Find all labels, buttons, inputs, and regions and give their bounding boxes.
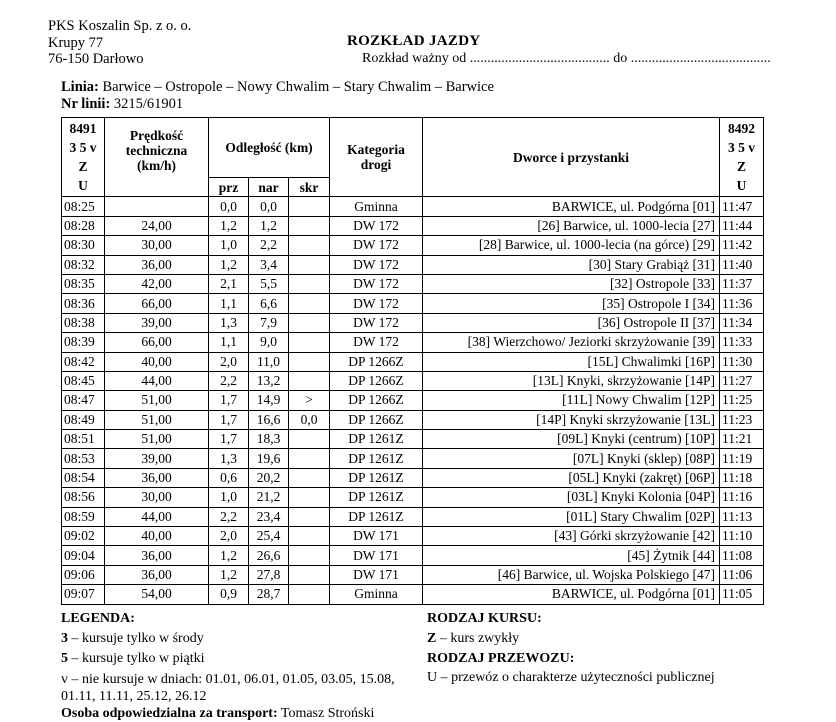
table-row [62,255,764,274]
skr-cell [289,371,330,390]
table-row [62,197,764,216]
nar-cell: 3,4 [249,255,289,274]
legend-v-note: v – nie kursuje w dniach: 01.01, 06.01, 01.05, 03.05, 15.08, 01.11, 11.11, 25.12, 26.12 [61,672,395,704]
speed-cell: 44,00 [105,507,209,526]
category-cell: DP 1266Z [330,410,423,429]
category-cell: DP 1261Z [330,468,423,487]
course-heading: RODZAJ KURSU: [427,611,542,626]
nar-cell: 9,0 [249,333,289,352]
nar-cell: 18,3 [249,430,289,449]
stops-header: Dworce i przystanki [423,118,720,197]
company-name: PKS Koszalin Sp. z o. o. [48,18,192,34]
prz-cell: 0,6 [209,468,249,487]
prz-cell: 0,0 [209,197,249,216]
nar-cell: 19,6 [249,449,289,468]
category-cell: DW 172 [330,294,423,313]
return-time: 11:42 [720,236,764,255]
skr-cell [289,294,330,313]
skr-cell: > [289,391,330,410]
departure-time: 08:49 [62,410,105,429]
table-row [62,333,764,352]
category-cell: DP 1266Z [330,391,423,410]
nar-cell: 0,0 [249,197,289,216]
skr-cell [289,527,330,546]
stop-cell: [28] Barwice, ul. 1000-lecia (na górce) [29] [423,236,720,255]
category-cell: DW 172 [330,333,423,352]
company-street: Krupy 77 [48,34,104,51]
distance-header: Odległość (km) [209,118,330,178]
prz-cell: 1,1 [209,294,249,313]
speed-cell: 66,00 [105,333,209,352]
skr-cell [289,352,330,371]
stop-cell: BARWICE, ul. Podgórna [01] [423,197,720,216]
skr-cell [289,197,330,216]
skr-cell [289,488,330,507]
company-block [48,18,191,68]
return-time: 11:44 [720,216,764,235]
nar-cell: 23,4 [249,507,289,526]
nar-cell: 13,2 [249,371,289,390]
table-row [62,410,764,429]
speed-cell: 36,00 [105,546,209,565]
prz-cell: 1,0 [209,488,249,507]
table-row [62,391,764,410]
line-info [61,79,494,113]
run-right-header [720,118,764,197]
nar-cell: 16,6 [249,410,289,429]
responsible-person [61,706,374,722]
category-cell: DP 1266Z [330,371,423,390]
run-left-header [62,118,105,197]
line-route-label: Linia: [61,79,99,95]
stop-cell: [46] Barwice, ul. Wojska Polskiego [47] [423,565,720,584]
run-right-number: 8492 [728,121,755,136]
departure-time: 08:32 [62,255,105,274]
speed-cell: 44,00 [105,371,209,390]
responsible-label: Osoba odpowiedzialna za transport: [61,706,278,721]
table-row [62,468,764,487]
table-row [62,507,764,526]
stop-cell: [45] Żytnik [44] [423,546,720,565]
departure-time: 08:30 [62,236,105,255]
speed-cell: 51,00 [105,391,209,410]
table-row [62,527,764,546]
table-row [62,585,764,604]
validity-line: Rozkład ważny od ........................................ do ........................................ [362,51,771,66]
speed-cell: 54,00 [105,585,209,604]
skr-cell [289,333,330,352]
category-cell: DW 171 [330,527,423,546]
return-time: 11:25 [720,391,764,410]
nar-cell: 6,6 [249,294,289,313]
line-route-row [61,79,494,96]
table-row [62,449,764,468]
table-row [62,430,764,449]
return-time: 11:06 [720,565,764,584]
prz-cell: 2,2 [209,371,249,390]
nar-cell: 21,2 [249,488,289,507]
stop-cell: [35] Ostropole I [34] [423,294,720,313]
prz-cell: 2,0 [209,527,249,546]
nar-cell: 14,9 [249,391,289,410]
speed-cell: 39,00 [105,449,209,468]
return-time: 11:33 [720,333,764,352]
category-cell: DW 172 [330,216,423,235]
prz-cell: 1,7 [209,410,249,429]
prz-cell: 1,2 [209,255,249,274]
category-cell: DW 171 [330,546,423,565]
skr-cell [289,546,330,565]
skr-cell [289,274,330,293]
stop-cell: [14P] Knyki skrzyżowanie [13L] [423,410,720,429]
nar-cell: 7,9 [249,313,289,332]
category-cell: Gminna [330,585,423,604]
category-cell: DW 172 [330,313,423,332]
nar-cell: 1,2 [249,216,289,235]
stop-cell: [07L] Knyki (sklep) [08P] [423,449,720,468]
return-time: 11:30 [720,352,764,371]
speed-cell: 36,00 [105,468,209,487]
stop-cell: BARWICE, ul. Podgórna [01] [423,585,720,604]
nar-cell: 11,0 [249,352,289,371]
line-number-label: Nr linii: [61,96,111,112]
return-time: 11:21 [720,430,764,449]
course-item: Z – kurs zwykły [427,631,520,646]
departure-time: 08:42 [62,352,105,371]
table-row [62,352,764,371]
stop-cell: [43] Górki skrzyżowanie [42] [423,527,720,546]
stop-cell: [11L] Nowy Chwalim [12P] [423,391,720,410]
legend-heading: LEGENDA: [61,611,135,626]
nar-cell: 25,4 [249,527,289,546]
company-city: 76-150 Darłowo [48,51,144,67]
run-left-number: 8491 [69,121,97,136]
run-left-days: 3 5 v [69,140,97,155]
return-time: 11:23 [720,410,764,429]
speed-cell: 36,00 [105,255,209,274]
skr-cell [289,313,330,332]
departure-time: 09:07 [62,585,105,604]
line-route: Barwice – Ostropole – Nowy Chwalim – Stary Chwalim – Barwice [102,79,494,95]
line-number-row [61,96,494,113]
speed-cell: 39,00 [105,313,209,332]
carrier-item: U – przewóz o charakterze użyteczności publicznej [427,670,715,685]
departure-time: 08:59 [62,507,105,526]
stop-cell: [26] Barwice, ul. 1000-lecia [27] [423,216,720,235]
line-number: 3215/61901 [113,96,184,112]
timetable [61,117,764,605]
stop-cell: [01L] Stary Chwalim [02P] [423,507,720,526]
speed-cell: 40,00 [105,352,209,371]
return-time: 11:36 [720,294,764,313]
prz-cell: 2,1 [209,274,249,293]
skr-cell [289,236,330,255]
return-time: 11:19 [720,449,764,468]
responsible-name: Tomasz Stroński [277,706,375,721]
nar-cell: 5,5 [249,274,289,293]
prz-cell: 1,1 [209,333,249,352]
prz-cell: 1,7 [209,430,249,449]
departure-time: 08:35 [62,274,105,293]
return-time: 11:27 [720,371,764,390]
departure-time: 08:39 [62,333,105,352]
stop-cell: [32] Ostropole [33] [423,274,720,293]
category-cell: DW 172 [330,255,423,274]
speed-cell: 36,00 [105,565,209,584]
prz-cell: 1,3 [209,313,249,332]
departure-time: 08:36 [62,294,105,313]
table-row [62,546,764,565]
departure-time: 09:02 [62,527,105,546]
return-time: 11:10 [720,527,764,546]
prz-cell: 1,3 [209,449,249,468]
return-time: 11:47 [720,197,764,216]
speed-cell [105,197,209,216]
speed-cell: 30,00 [105,236,209,255]
skr-cell [289,468,330,487]
stop-cell: [30] Stary Grabiąż [31] [423,255,720,274]
departure-time: 08:47 [62,391,105,410]
category-cell: Gminna [330,197,423,216]
return-time: 11:13 [720,507,764,526]
speed-cell: 51,00 [105,430,209,449]
departure-time: 08:56 [62,488,105,507]
return-time: 11:08 [720,546,764,565]
return-time: 11:34 [720,313,764,332]
skr-cell: 0,0 [289,410,330,429]
category-cell: DW 171 [330,565,423,584]
skr-cell [289,255,330,274]
prz-cell: 2,2 [209,507,249,526]
table-row [62,274,764,293]
speed-header: Prędkość techniczna (km/h) [105,118,209,197]
nar-cell: 2,2 [249,236,289,255]
return-time: 11:16 [720,488,764,507]
carrier-heading: RODZAJ PRZEWOZU: [427,651,575,666]
speed-cell: 40,00 [105,527,209,546]
departure-time: 08:25 [62,197,105,216]
skr-cell [289,565,330,584]
prz-cell: 1,0 [209,236,249,255]
document-title: ROZKŁAD JAZDY [347,33,481,49]
speed-cell: 24,00 [105,216,209,235]
departure-time: 08:28 [62,216,105,235]
run-left-carrier: U [78,178,88,193]
prz-cell: 1,7 [209,391,249,410]
table-row [62,216,764,235]
category-cell: DW 172 [330,274,423,293]
table-row [62,565,764,584]
stop-cell: [13L] Knyki, skrzyżowanie [14P] [423,371,720,390]
stop-cell: [36] Ostropole II [37] [423,313,720,332]
speed-cell: 51,00 [105,410,209,429]
prz-cell: 2,0 [209,352,249,371]
return-time: 11:05 [720,585,764,604]
category-header: Kategoria drogi [330,118,423,197]
nar-cell: 26,6 [249,546,289,565]
run-right-carrier: U [736,178,747,193]
skr-cell [289,585,330,604]
return-time: 11:37 [720,274,764,293]
departure-time: 09:06 [62,565,105,584]
category-cell: DP 1261Z [330,507,423,526]
legend [61,609,406,705]
table-row [62,294,764,313]
speed-cell: 66,00 [105,294,209,313]
return-time: 11:18 [720,468,764,487]
run-right-course: Z [736,159,746,174]
departure-time: 09:04 [62,546,105,565]
category-cell: DW 172 [330,236,423,255]
table-row [62,488,764,507]
category-cell: DP 1261Z [330,430,423,449]
category-cell: DP 1261Z [330,449,423,468]
prz-cell: 1,2 [209,565,249,584]
skr-cell [289,507,330,526]
timetable-body [62,197,764,604]
skr-header: skr [289,178,330,197]
table-row [62,313,764,332]
category-cell: DP 1266Z [330,352,423,371]
return-time: 11:40 [720,255,764,274]
legend-item-3: 3 – kursuje tylko w środy [61,631,204,646]
stop-cell: [09L] Knyki (centrum) [10P] [423,430,720,449]
departure-time: 08:53 [62,449,105,468]
speed-cell: 30,00 [105,488,209,507]
departure-time: 08:54 [62,468,105,487]
run-left-course: Z [78,159,88,174]
speed-cell: 42,00 [105,274,209,293]
run-right-days: 3 5 v [728,140,755,155]
departure-time: 08:51 [62,430,105,449]
departure-time: 08:45 [62,371,105,390]
stop-cell: [03L] Knyki Kolonia [04P] [423,488,720,507]
prz-cell: 1,2 [209,546,249,565]
nar-cell: 20,2 [249,468,289,487]
legend-item-5: 5 – kursuje tylko w piątki [61,651,205,666]
course-carrier-info [427,609,727,686]
skr-cell [289,449,330,468]
nar-header: nar [249,178,289,197]
stop-cell: [15L] Chwalimki [16P] [423,352,720,371]
prz-cell: 0,9 [209,585,249,604]
skr-cell [289,430,330,449]
nar-cell: 28,7 [249,585,289,604]
stop-cell: [38] Wierzchowo/ Jeziorki skrzyżowanie [39] [423,333,720,352]
nar-cell: 27,8 [249,565,289,584]
departure-time: 08:38 [62,313,105,332]
skr-cell [289,216,330,235]
table-row [62,236,764,255]
category-cell: DP 1261Z [330,488,423,507]
prz-cell: 1,2 [209,216,249,235]
prz-header: prz [209,178,249,197]
table-row [62,371,764,390]
stop-cell: [05L] Knyki (zakręt) [06P] [423,468,720,487]
